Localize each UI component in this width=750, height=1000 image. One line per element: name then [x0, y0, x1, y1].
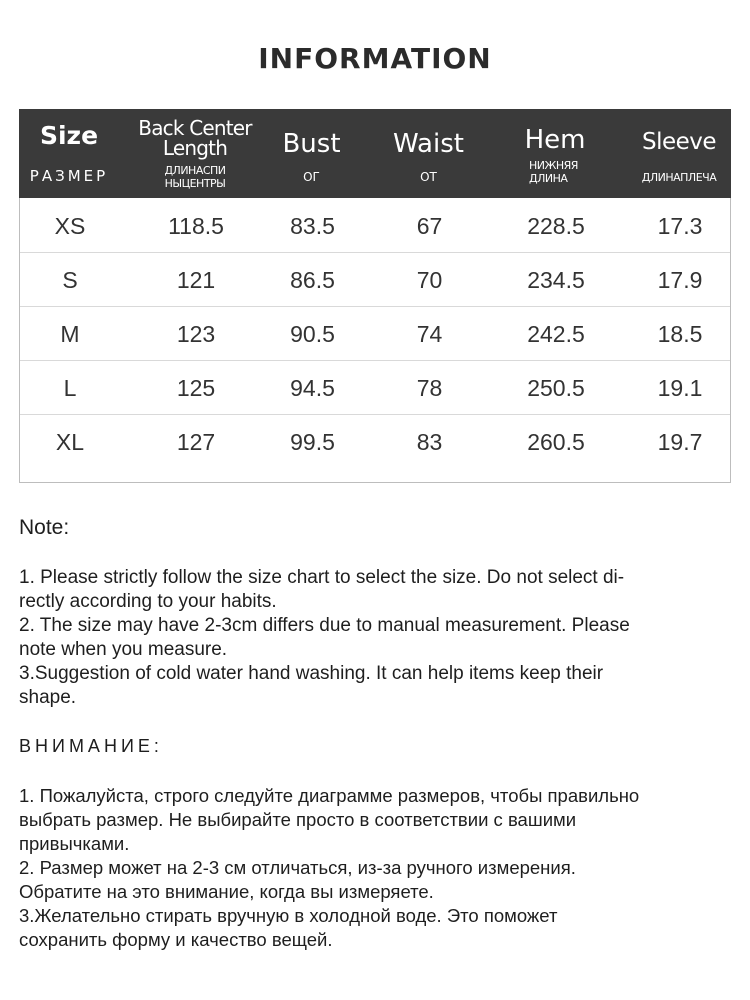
- cell-sleeve: 19.1: [657, 375, 703, 401]
- header-back-center-length-sub: ДЛИНАСПИ НЫЦЕНТРЫ: [164, 164, 226, 190]
- note-line: 2. Размер может на 2-3 см отличаться, из-за ручного измерения.: [19, 857, 576, 878]
- table-row: [20, 199, 730, 253]
- note-line: 1. Пожалуйста, строго следуйте диаграмме размеров, чтобы правильно: [19, 785, 640, 806]
- note-line: привычками.: [19, 833, 130, 854]
- note-line: 2. The size may have 2-3cm differs due to manual measurement. Please: [19, 615, 630, 636]
- cell-back-center-length: 123: [176, 321, 216, 347]
- cell-sleeve: 17.9: [657, 267, 703, 293]
- note-title-ru: ВНИМАНИЕ:: [19, 736, 163, 756]
- header-back-center-length-label: Back Center Length: [138, 116, 252, 160]
- note-line: 3.Желательно стирать вручную в холодной воде. Это поможет: [19, 905, 558, 926]
- cell-sleeve: 18.5: [657, 321, 703, 347]
- cell-waist: 67: [416, 213, 443, 239]
- table-row: [20, 253, 730, 307]
- note-line: выбрать размер. Не выбирайте просто в соответствии с вашими: [19, 809, 577, 830]
- header-sleeve-sub: ДЛИНАПЛЕЧА: [641, 171, 717, 184]
- size-chart-table: [19, 109, 731, 483]
- cell-sleeve: 17.3: [657, 213, 703, 239]
- header-size-sub: РАЗМЕР: [29, 167, 109, 185]
- note-line: 1. Please strictly follow the size chart to select the size. Do not select di-: [19, 567, 625, 588]
- table-row: [20, 415, 730, 469]
- page-title: INFORMATION: [258, 42, 492, 75]
- cell-back-center-length: 127: [176, 429, 216, 455]
- header-sleeve-label: Sleeve: [641, 129, 717, 155]
- cell-size: L: [63, 375, 77, 401]
- cell-size: XL: [55, 429, 85, 455]
- cell-waist: 74: [416, 321, 443, 347]
- cell-bust: 86.5: [290, 267, 335, 293]
- header-size: [19, 109, 119, 198]
- cell-hem: 250.5: [527, 375, 585, 401]
- cell-size: S: [62, 267, 78, 293]
- table-row: [20, 361, 730, 415]
- table-row: [20, 307, 730, 361]
- header-bust-label: Bust: [282, 129, 341, 159]
- cell-bust: 83.5: [290, 213, 335, 239]
- cell-hem: 234.5: [527, 267, 585, 293]
- cell-back-center-length: 121: [176, 267, 216, 293]
- header-hem-sub: НИЖНЯЯ ДЛИНА: [529, 159, 578, 185]
- cell-bust: 90.5: [290, 321, 335, 347]
- header-bust: [259, 109, 364, 198]
- table-header: [19, 109, 731, 198]
- cell-bust: 94.5: [290, 375, 335, 401]
- cell-sleeve: 19.7: [657, 429, 703, 455]
- note-line: Обратите на это внимание, когда вы измеряете.: [19, 881, 434, 902]
- note-line: сохранить форму и качество вещей.: [19, 929, 333, 950]
- header-hem: [505, 109, 605, 198]
- header-bust-sub: ОГ: [303, 170, 320, 184]
- header-size-label: Size: [39, 121, 99, 150]
- note-title: Note:: [19, 516, 70, 539]
- cell-bust: 99.5: [290, 429, 335, 455]
- header-sleeve: [625, 109, 733, 198]
- cell-waist: 83: [416, 429, 443, 455]
- note-line: 3.Suggestion of cold water hand washing. It can help items keep their: [19, 663, 604, 684]
- note-text-en: [19, 566, 731, 710]
- header-waist-sub: ОТ: [420, 170, 437, 184]
- header-waist: [371, 109, 486, 198]
- cell-waist: 78: [416, 375, 443, 401]
- cell-waist: 70: [416, 267, 443, 293]
- cell-hem: 228.5: [527, 213, 585, 239]
- cell-back-center-length: 118.5: [168, 213, 224, 239]
- cell-size: M: [60, 321, 80, 347]
- header-waist-label: Waist: [393, 129, 464, 159]
- note-line: rectly according to your habits.: [19, 591, 277, 612]
- cell-back-center-length: 125: [176, 375, 216, 401]
- cell-size: XS: [54, 213, 86, 239]
- header-hem-label: Hem: [524, 125, 586, 155]
- header-back-center-length: [131, 109, 259, 198]
- note-line: shape.: [19, 687, 77, 708]
- note-line: note when you measure.: [19, 639, 228, 660]
- cell-hem: 260.5: [527, 429, 585, 455]
- note-text-ru: [19, 784, 731, 952]
- cell-hem: 242.5: [527, 321, 585, 347]
